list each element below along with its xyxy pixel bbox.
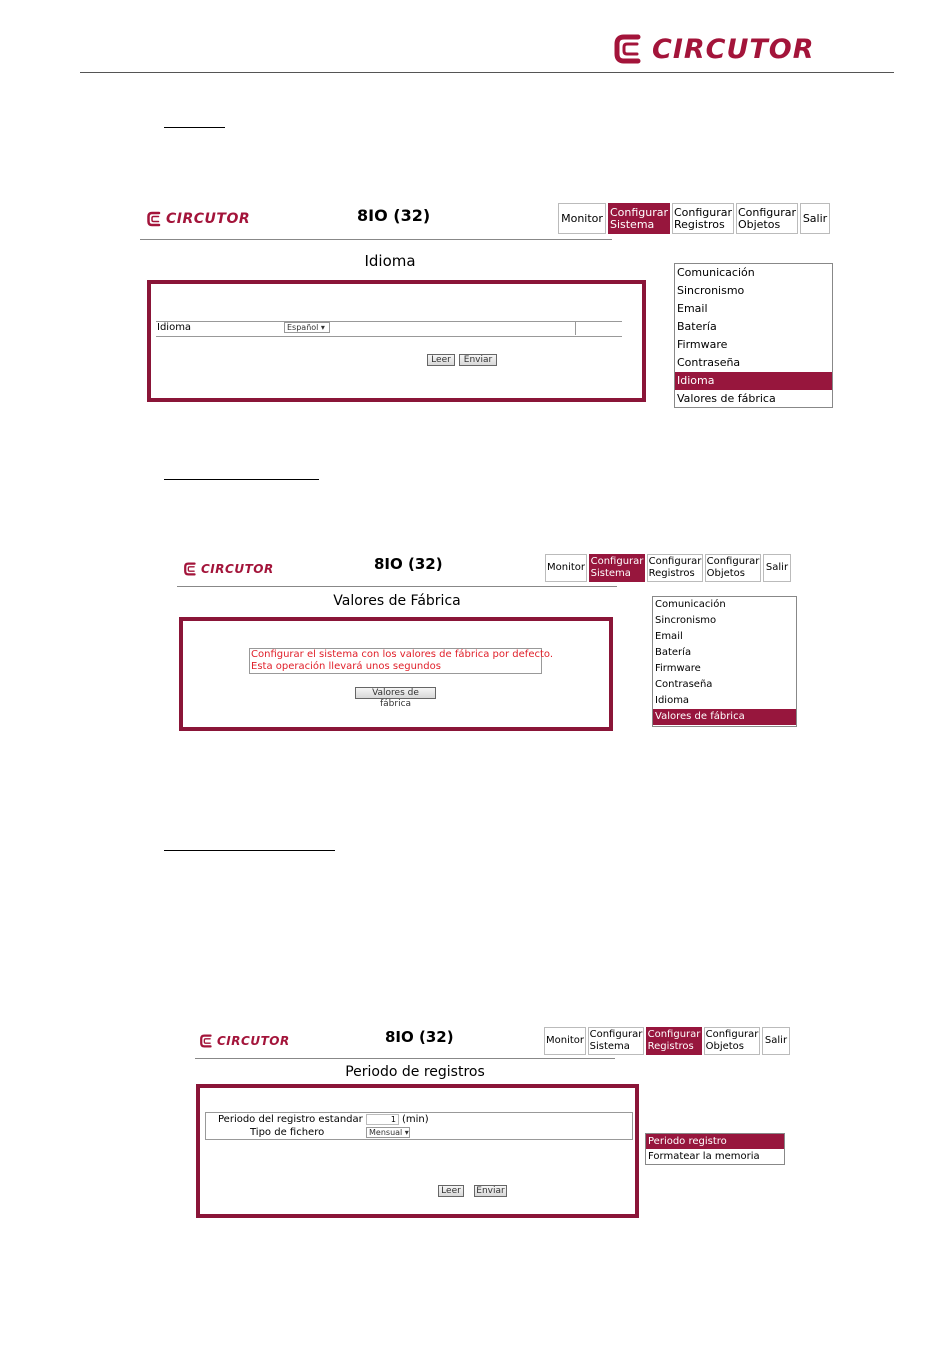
screenshot-idioma [140,196,840,411]
header-divider [80,72,894,73]
field-row-end [575,321,576,335]
title-divider [140,239,612,240]
valores-fabrica-panel [179,617,613,731]
app-logo [183,561,274,577]
read-button[interactable]: Leer [427,354,455,366]
system-menu [674,263,833,408]
menu-item-comunicacion[interactable]: Comunicación [677,266,755,279]
periodo-panel [196,1084,639,1218]
section-heading-1-underline [164,127,225,128]
app-brand-name: CIRCUTOR [166,211,251,227]
warning-line-1: Configurar el sistema con los valores de fábrica por defecto. [251,649,554,660]
period-input-value: 1 [390,1115,396,1124]
document-brand-name: CIRCUTOR [652,33,815,65]
top-nav [545,554,791,582]
document-logo [612,30,815,68]
menu-item-firmware[interactable]: Firmware [655,663,701,674]
menu-item-bateria[interactable]: Batería [677,320,717,333]
tab-salir[interactable]: Salir [762,1027,790,1055]
tab-configurar-sistema[interactable]: Configurar Sistema [608,203,670,234]
tab-monitor[interactable]: Monitor [558,203,606,234]
menu-item-idioma[interactable]: Idioma [655,695,690,706]
menu-item-comunicacion[interactable]: Comunicación [655,599,726,610]
page-title: Periodo de registros [345,1064,485,1080]
tab-configurar-sistema[interactable]: Configurar Sistema [589,554,645,582]
send-button[interactable]: Enviar [459,354,497,366]
file-type-select[interactable]: Mensual ▾ [366,1127,410,1138]
section-heading-3-underline [164,850,335,851]
factory-reset-button[interactable]: Valores de fábrica [355,687,436,699]
field-row [156,321,622,337]
app-brand-name: CIRCUTOR [217,1034,290,1048]
page-title: Valores de Fábrica [333,593,461,609]
tab-configurar-objetos[interactable]: Configurar Objetos [736,203,798,234]
tab-configurar-sistema[interactable]: Configurar Sistema [588,1027,644,1055]
menu-item-sincronismo[interactable]: Sincronismo [655,615,717,626]
period-input[interactable] [366,1114,399,1125]
top-nav [558,203,830,234]
title-divider [195,1058,615,1059]
tab-monitor[interactable]: Monitor [544,1027,586,1055]
file-type-label: Tipo de fichero [250,1127,325,1138]
system-menu [652,596,797,727]
idioma-label: Idioma [157,322,192,333]
app-logo [199,1033,290,1049]
device-title: 8IO (32) [374,555,443,573]
tab-configurar-registros[interactable]: Configurar Registros [646,1027,702,1055]
tab-configurar-registros[interactable]: Configurar Registros [647,554,703,582]
menu-item-sincronismo[interactable]: Sincronismo [677,284,745,297]
device-title: 8IO (32) [385,1028,454,1046]
title-divider [177,586,617,587]
tab-configurar-objetos[interactable]: Configurar Objetos [705,554,761,582]
section-heading-2-underline [164,479,319,480]
menu-item-contrasena[interactable]: Contraseña [655,679,713,690]
tab-monitor[interactable]: Monitor [545,554,587,582]
circutor-logo-icon [183,561,199,577]
tab-salir[interactable]: Salir [800,203,830,234]
device-title: 8IO (32) [357,206,431,225]
circutor-logo-icon [146,210,164,228]
screenshot-valores-fabrica [177,548,802,734]
circutor-logo-icon [612,31,648,67]
menu-item-formatear-memoria[interactable]: Formatear la memoria [648,1151,760,1162]
menu-item-valores-fabrica[interactable]: Valores de fábrica [677,392,776,405]
menu-item-valores-fabrica[interactable]: Valores de fábrica [653,709,796,725]
menu-item-bateria[interactable]: Batería [655,647,692,658]
period-unit: (min) [402,1114,429,1125]
menu-item-contrasena[interactable]: Contraseña [677,356,741,369]
tab-configurar-registros[interactable]: Configurar Registros [672,203,734,234]
tab-configurar-objetos[interactable]: Configurar Objetos [704,1027,760,1055]
menu-item-email[interactable]: Email [655,631,683,642]
top-nav [544,1027,790,1055]
warning-line-2: Esta operación llevará unos segundos [251,661,441,672]
period-label: Periodo del registro estandar [218,1114,363,1125]
send-button[interactable]: Enviar [474,1185,507,1197]
screenshot-periodo-registros [195,1022,795,1222]
circutor-logo-icon [199,1033,215,1049]
registros-menu [645,1133,785,1165]
menu-item-email[interactable]: Email [677,302,708,315]
menu-item-periodo-registro[interactable]: Periodo registro [646,1134,784,1149]
read-button[interactable]: Leer [438,1185,464,1197]
idioma-panel [147,280,646,402]
app-brand-name: CIRCUTOR [201,562,274,576]
page-title: Idioma [364,252,416,270]
app-logo [146,210,250,228]
idioma-select[interactable]: Español ▾ [284,322,330,333]
menu-item-firmware[interactable]: Firmware [677,338,728,351]
menu-item-idioma[interactable]: Idioma [675,372,832,390]
tab-salir[interactable]: Salir [763,554,791,582]
